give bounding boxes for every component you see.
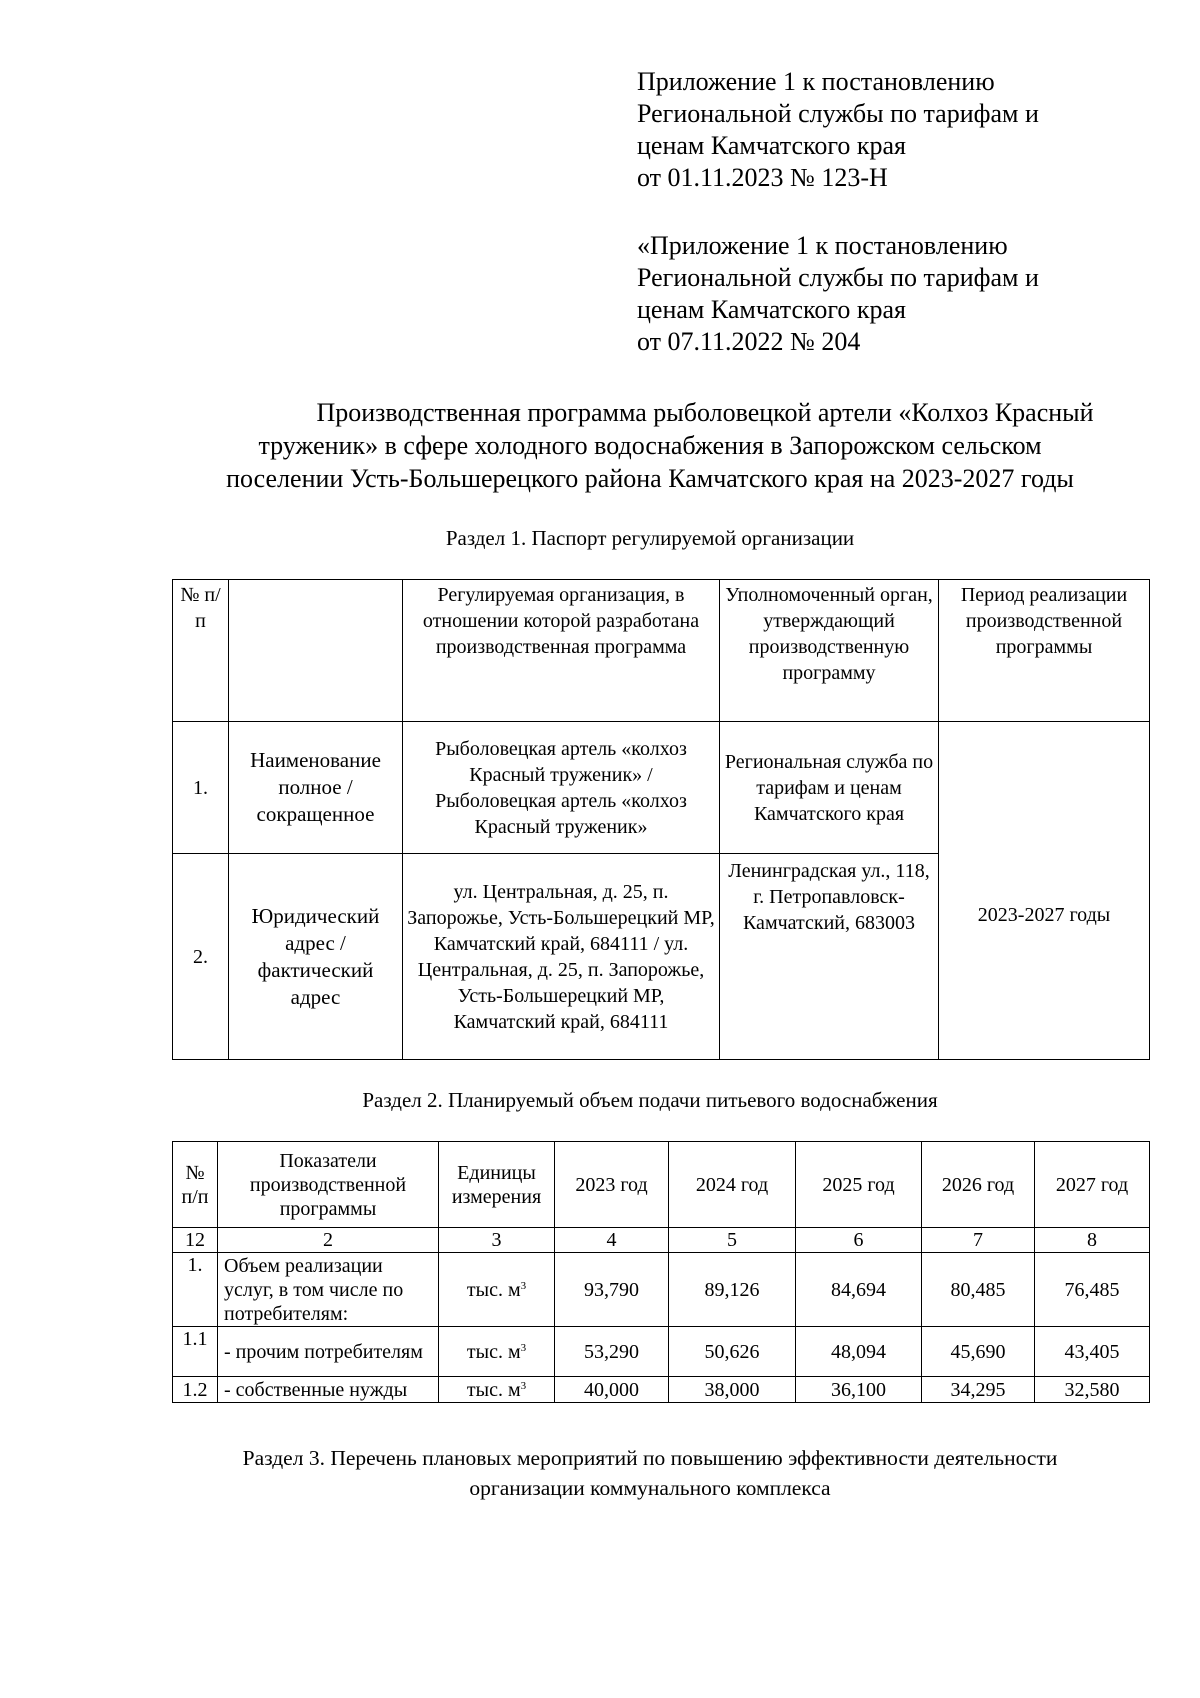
column-number: 3 xyxy=(439,1228,555,1253)
period-cell: 2023-2027 годы xyxy=(939,722,1150,1060)
row-value: 93,790 xyxy=(555,1253,669,1327)
row-unit xyxy=(439,1253,555,1327)
program-title-line: Производственная программа рыболовецкой артели «Колхоз Красный xyxy=(316,398,1094,427)
header-indicator: Показатели производственной программы xyxy=(218,1142,439,1228)
header-authority: Уполномоченный орган, утверждающий производственную программу xyxy=(720,580,939,722)
row-value: 45,690 xyxy=(922,1327,1035,1377)
row-label: Юридический адрес / фактический адрес xyxy=(229,854,403,1060)
table-row xyxy=(173,722,1150,854)
row-num: 2. xyxy=(173,854,229,1060)
row-value: 36,100 xyxy=(796,1377,922,1403)
row-value: 80,485 xyxy=(922,1253,1035,1327)
header-num: № п/п xyxy=(173,1142,218,1228)
column-number: 6 xyxy=(796,1228,922,1253)
table-header-row xyxy=(173,1142,1150,1228)
row-label: Наименование полное / сокращенное xyxy=(229,722,403,854)
program-title xyxy=(160,396,1140,495)
appendix-header-current xyxy=(637,66,1157,194)
header-year: 2027 год xyxy=(1035,1142,1150,1228)
appendix-line: Региональной службы по тарифам и xyxy=(637,263,1039,292)
row-value: 76,485 xyxy=(1035,1253,1150,1327)
row-indicator: - прочим потребителям xyxy=(218,1327,439,1377)
program-title-line: поселении Усть-Большерецкого района Камчатского края на 2023-2027 годы xyxy=(226,464,1074,493)
row-authority: Ленинградская ул., 118, г. Петропавловск-Камчатский, 683003 xyxy=(720,854,939,1060)
row-value: 34,295 xyxy=(922,1377,1035,1403)
column-number: 7 xyxy=(922,1228,1035,1253)
column-number: 2 xyxy=(218,1228,439,1253)
column-number: 12 xyxy=(173,1228,218,1253)
appendix-line: ценам Камчатского края xyxy=(637,295,906,324)
table-row xyxy=(173,1327,1150,1377)
row-num: 1.1 xyxy=(173,1327,218,1377)
section-3-title xyxy=(150,1443,1150,1503)
section-2-title: Раздел 2. Планируемый объем подачи питьевого водоснабжения xyxy=(362,1088,938,1112)
row-organization: Рыболовецкая артель «колхоз Красный труженик» / Рыболовецкая артель «колхоз Красный труженик» xyxy=(403,722,720,854)
row-organization: ул. Центральная, д. 25, п. Запорожье, Усть-Большерецкий МР, Камчатский край, 684111 / ул. Центральная, д. 25, п. Запорожье, Усть-Большерецкий МР, Камчатский край, 684111 xyxy=(403,854,720,1060)
appendix-line: от 07.11.2022 № 204 xyxy=(637,327,861,356)
appendix-line: Региональной службы по тарифам и xyxy=(637,99,1039,128)
header-year: 2023 год xyxy=(555,1142,669,1228)
program-title-line: труженик» в сфере холодного водоснабжения в Запорожском сельском xyxy=(258,431,1042,460)
row-num: 1. xyxy=(173,1253,218,1327)
row-unit xyxy=(439,1327,555,1377)
unit-superscript: 3 xyxy=(520,1279,527,1292)
row-value: 40,000 xyxy=(555,1377,669,1403)
table-row xyxy=(173,1253,1150,1327)
appendix-header-previous xyxy=(637,230,1157,358)
row-value: 48,094 xyxy=(796,1327,922,1377)
row-value: 84,694 xyxy=(796,1253,922,1327)
appendix-line: «Приложение 1 к постановлению xyxy=(637,231,1008,260)
row-unit xyxy=(439,1377,555,1403)
row-indicator: Объем реализации услуг, в том числе по потребителям: xyxy=(218,1253,439,1327)
row-num: 1.2 xyxy=(173,1377,218,1403)
unit-text: тыс. м xyxy=(466,1378,521,1401)
header-num: № п/п xyxy=(173,580,229,722)
table-header-row xyxy=(173,580,1150,722)
unit-text: тыс. м xyxy=(466,1278,521,1301)
appendix-line: от 01.11.2023 № 123-Н xyxy=(637,163,888,192)
row-authority: Региональная служба по тарифам и ценам Камчатского края xyxy=(720,722,939,854)
column-number-row xyxy=(173,1228,1150,1253)
row-value: 43,405 xyxy=(1035,1327,1150,1377)
header-period: Период реализации производственной программы xyxy=(939,580,1150,722)
row-value: 50,626 xyxy=(669,1327,796,1377)
column-number: 8 xyxy=(1035,1228,1150,1253)
row-value: 89,126 xyxy=(669,1253,796,1327)
header-unit: Единицы измерения xyxy=(439,1142,555,1228)
row-value: 38,000 xyxy=(669,1377,796,1403)
volume-table xyxy=(172,1141,1150,1403)
row-num: 1. xyxy=(173,722,229,854)
appendix-line: ценам Камчатского края xyxy=(637,131,906,160)
section-3-title-line: организации коммунального комплекса xyxy=(469,1476,831,1500)
appendix-line: Приложение 1 к постановлению xyxy=(637,67,995,96)
unit-superscript: 3 xyxy=(520,1341,527,1354)
header-year: 2025 год xyxy=(796,1142,922,1228)
header-blank xyxy=(229,580,403,722)
unit-superscript: 3 xyxy=(520,1379,527,1392)
row-value: 53,290 xyxy=(555,1327,669,1377)
section-1-title: Раздел 1. Паспорт регулируемой организации xyxy=(445,526,855,550)
column-number: 4 xyxy=(555,1228,669,1253)
header-organization: Регулируемая организация, в отношении которой разработана производственная программа xyxy=(403,580,720,722)
section-3-title-line: Раздел 3. Перечень плановых мероприятий по повышению эффективности деятельности xyxy=(242,1446,1058,1470)
header-year: 2024 год xyxy=(669,1142,796,1228)
passport-table xyxy=(172,579,1150,1060)
row-indicator: - собственные нужды xyxy=(218,1377,439,1403)
table-row xyxy=(173,1377,1150,1403)
column-number: 5 xyxy=(669,1228,796,1253)
row-value: 32,580 xyxy=(1035,1377,1150,1403)
header-year: 2026 год xyxy=(922,1142,1035,1228)
unit-text: тыс. м xyxy=(466,1340,521,1363)
